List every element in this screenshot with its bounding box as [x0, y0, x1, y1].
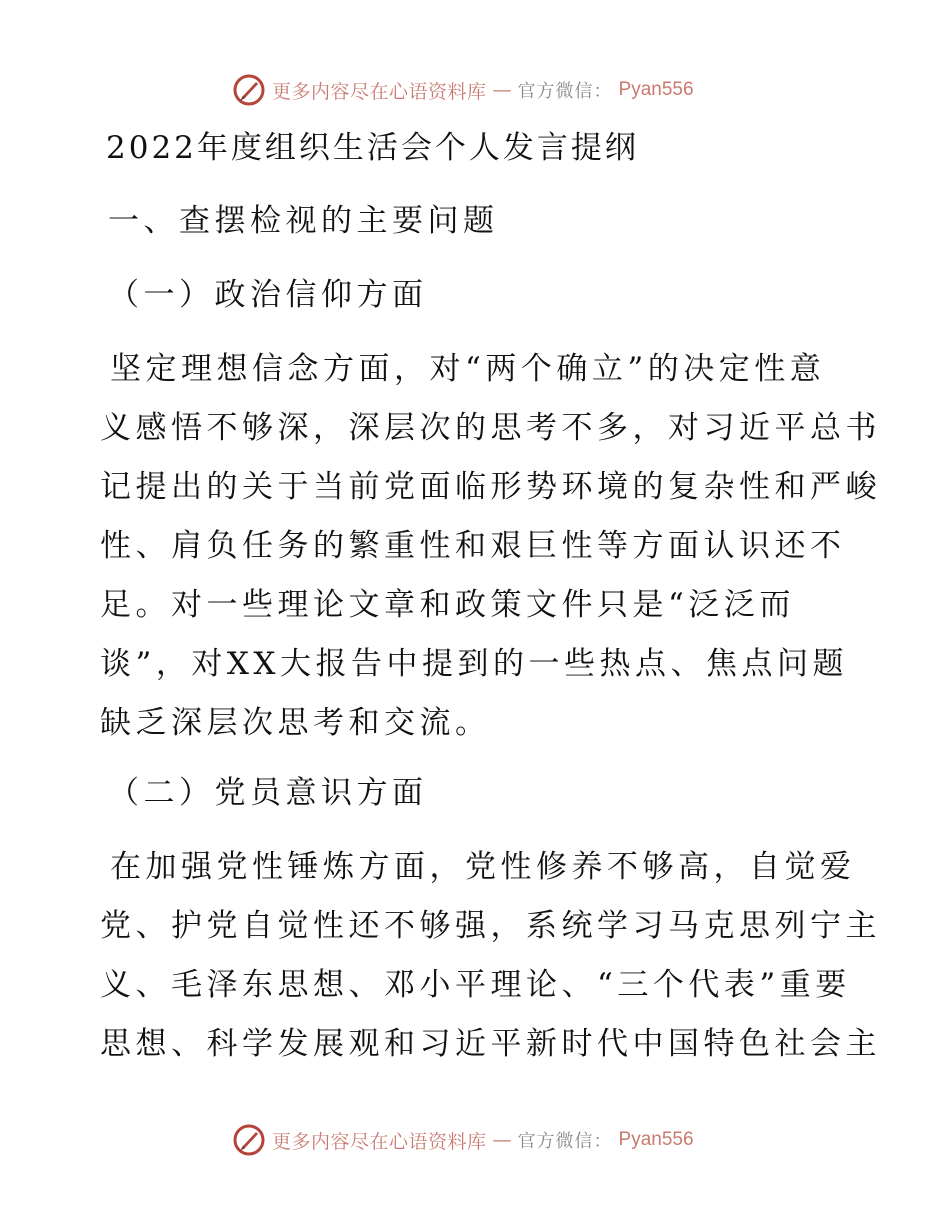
paragraph-line: 在加强党性锤炼方面，党性修养不够高，自觉爱: [110, 849, 856, 885]
watermark-text: 更多内容尽在心语资料库: [272, 1130, 487, 1153]
paragraph-line: 义、毛泽东思想、邓小平理论、“三个代表”重要: [100, 967, 851, 1003]
watermark-wechat-id: Pyan556: [618, 79, 694, 100]
watermark-separator: —: [492, 1129, 512, 1151]
subsection-heading: （二）党员意识方面: [108, 775, 428, 811]
paragraph-line: 思想、科学发展观和习近平新时代中国特色社会主: [100, 1026, 881, 1062]
footer-watermark: [232, 1122, 694, 1158]
watermark-text: 更多内容尽在心语资料库: [272, 80, 487, 103]
paragraph-line: 足。对一些理论文章和政策文件只是“泛泛而: [100, 587, 795, 623]
paragraph-line: 缺乏深层次思考和交流。: [100, 705, 491, 741]
paragraph-line: 谈”，对XX大报告中提到的一些热点、焦点问题: [100, 646, 848, 682]
quill-pen-logo-icon: [232, 1123, 266, 1157]
paragraph-party-awareness: [100, 838, 881, 1074]
paragraph-line: 义感悟不够深，深层次的思考不多，对习近平总书: [100, 410, 881, 446]
paragraph-line: 坚定理想信念方面，对“两个确立”的决定性意: [110, 351, 826, 387]
watermark-separator: —: [492, 79, 512, 101]
subsection-heading: （一）政治信仰方面: [108, 277, 428, 313]
paragraph-political-belief: [100, 340, 881, 753]
paragraph-line: 性、肩负任务的繁重性和艰巨性等方面认识还不: [100, 528, 846, 564]
paragraph-line: 记提出的关于当前党面临形势环境的复杂性和严峻: [100, 469, 881, 505]
watermark-label: 官方微信：: [517, 1131, 613, 1152]
document-title: 2022年度组织生活会个人发言提纲: [106, 130, 639, 166]
section-heading: 一、查摆检视的主要问题: [108, 203, 499, 239]
watermark-label: 官方微信：: [517, 81, 613, 102]
paragraph-line: 党、护党自觉性还不够强，系统学习马克思列宁主: [100, 908, 881, 944]
watermark-wechat-id: Pyan556: [618, 1129, 694, 1150]
header-watermark: [232, 72, 694, 108]
quill-pen-logo-icon: [232, 73, 266, 107]
